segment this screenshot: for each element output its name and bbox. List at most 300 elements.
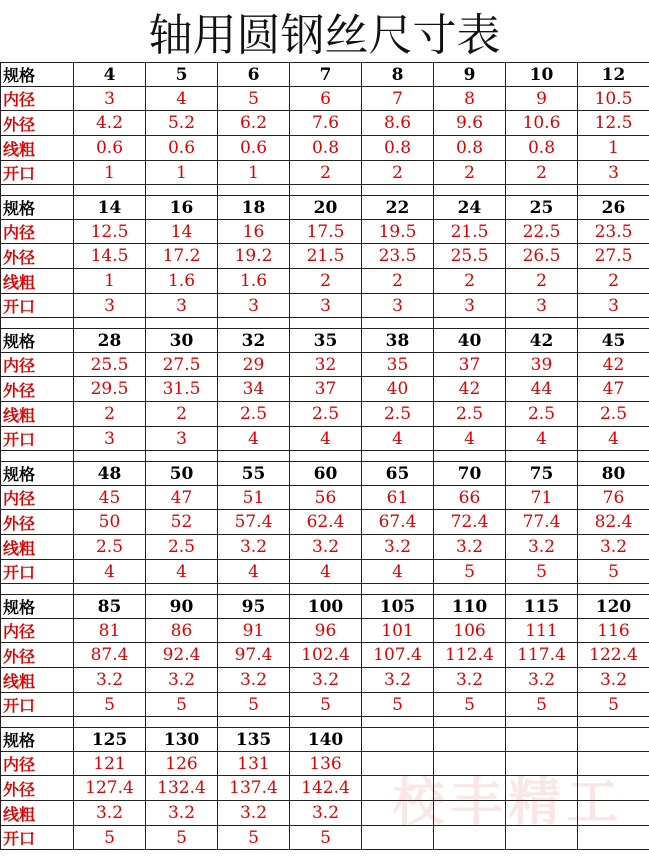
table-cell: 27.5: [146, 353, 218, 377]
spacer-cell: [578, 717, 649, 728]
spacer-cell: [74, 584, 146, 595]
table-cell: 0.8: [506, 136, 578, 161]
table-cell: 2: [362, 161, 434, 185]
spec-row: [1, 462, 649, 486]
row-label: 线粗: [1, 535, 74, 560]
wire-thickness-row: [1, 402, 649, 427]
table-cell: 27.5: [578, 244, 649, 269]
row-label: 内径: [1, 87, 74, 111]
table-cell: 19.2: [218, 244, 290, 269]
spec-row: [1, 329, 649, 353]
table-cell: [506, 776, 578, 801]
table-cell: 4: [290, 427, 362, 451]
table-cell: 17.5: [290, 220, 362, 244]
table-cell: 131: [218, 752, 290, 776]
table-cell: 5: [434, 560, 506, 584]
table-cell: 47: [146, 486, 218, 510]
table-cell: 6: [218, 63, 290, 87]
spacer-cell: [1, 584, 74, 595]
table-cell: 47: [578, 377, 649, 402]
table-cell: 82.4: [578, 510, 649, 535]
table-cell: [578, 801, 649, 826]
spacer-cell: [506, 584, 578, 595]
table-cell: 107.4: [362, 643, 434, 668]
table-cell: 66: [434, 486, 506, 510]
table-cell: 80: [578, 462, 649, 486]
table-cell: 1: [74, 269, 146, 294]
table-cell: 135: [218, 728, 290, 752]
inner-diameter-row: [1, 220, 649, 244]
table-cell: 3.2: [74, 801, 146, 826]
outer-diameter-row: [1, 244, 649, 269]
table-cell: 5: [74, 826, 146, 850]
opening-row: [1, 161, 649, 185]
table-cell: 86: [146, 619, 218, 643]
table-cell: 7: [362, 87, 434, 111]
table-cell: 5: [578, 693, 649, 717]
table-cell: 2: [74, 402, 146, 427]
spacer-row: [1, 185, 649, 196]
table-cell: 3.2: [74, 668, 146, 693]
table-cell: 65: [362, 462, 434, 486]
row-label: 外径: [1, 111, 74, 136]
table-cell: 12.5: [74, 220, 146, 244]
row-label: 开口: [1, 693, 74, 717]
opening-row: [1, 560, 649, 584]
table-cell: 32: [290, 353, 362, 377]
table-cell: 116: [578, 619, 649, 643]
table-cell: 4: [506, 427, 578, 451]
table-cell: 1.6: [218, 269, 290, 294]
table-cell: 21.5: [434, 220, 506, 244]
table-cell: 7.6: [290, 111, 362, 136]
outer-diameter-row: [1, 776, 649, 801]
table-cell: 115: [506, 595, 578, 619]
table-cell: [434, 826, 506, 850]
inner-diameter-row: [1, 619, 649, 643]
table-cell: 5: [434, 693, 506, 717]
table-cell: [362, 801, 434, 826]
table-cell: 23.5: [578, 220, 649, 244]
table-cell: 3.2: [290, 668, 362, 693]
spacer-cell: [218, 185, 290, 196]
table-cell: 25.5: [74, 353, 146, 377]
table-cell: 117.4: [506, 643, 578, 668]
table-cell: 3: [74, 427, 146, 451]
table-cell: 136: [290, 752, 362, 776]
spec-row: [1, 595, 649, 619]
table-cell: 110: [434, 595, 506, 619]
table-cell: 7: [290, 63, 362, 87]
row-label: 内径: [1, 353, 74, 377]
table-cell: 3.2: [290, 535, 362, 560]
table-cell: 28: [74, 329, 146, 353]
table-cell: 127.4: [74, 776, 146, 801]
inner-diameter-row: [1, 752, 649, 776]
table-cell: 3.2: [362, 535, 434, 560]
table-cell: 2: [290, 161, 362, 185]
table-cell: 45: [578, 329, 649, 353]
table-cell: 67.4: [362, 510, 434, 535]
table-cell: [506, 801, 578, 826]
table-cell: 3.2: [218, 668, 290, 693]
table-cell: 5: [146, 826, 218, 850]
table-cell: 132.4: [146, 776, 218, 801]
spacer-cell: [506, 318, 578, 329]
table-cell: 1: [146, 161, 218, 185]
spacer-cell: [362, 318, 434, 329]
table-cell: 0.8: [290, 136, 362, 161]
table-cell: 51: [218, 486, 290, 510]
row-label: 开口: [1, 826, 74, 850]
table-cell: 29.5: [74, 377, 146, 402]
spacer-cell: [362, 451, 434, 462]
row-label: 外径: [1, 776, 74, 801]
row-label: 开口: [1, 427, 74, 451]
spacer-cell: [578, 185, 649, 196]
table-cell: 61: [362, 486, 434, 510]
spacer-row: [1, 717, 649, 728]
table-cell: [362, 826, 434, 850]
table-cell: 37: [434, 353, 506, 377]
row-label: 线粗: [1, 402, 74, 427]
spacer-cell: [434, 185, 506, 196]
spacer-cell: [1, 318, 74, 329]
opening-row: [1, 693, 649, 717]
page-title: 轴用圆钢丝尺寸表: [0, 0, 649, 63]
spacer-row: [1, 584, 649, 595]
row-label: 规格: [1, 63, 74, 87]
table-cell: [434, 801, 506, 826]
spacer-cell: [146, 185, 218, 196]
table-cell: 3: [578, 161, 649, 185]
table-cell: 2.5: [362, 402, 434, 427]
row-label: 外径: [1, 510, 74, 535]
table-cell: 16: [218, 220, 290, 244]
table-cell: 14.5: [74, 244, 146, 269]
table-cell: 25: [506, 196, 578, 220]
table-cell: 31.5: [146, 377, 218, 402]
table-cell: 97.4: [218, 643, 290, 668]
spacer-cell: [290, 584, 362, 595]
table-cell: 42: [578, 353, 649, 377]
row-label: 外径: [1, 643, 74, 668]
spacer-cell: [434, 318, 506, 329]
table-cell: [362, 728, 434, 752]
table-cell: 3: [74, 294, 146, 318]
table-cell: [578, 826, 649, 850]
table-cell: 2.5: [506, 402, 578, 427]
table-cell: 22: [362, 196, 434, 220]
table-cell: 16: [146, 196, 218, 220]
row-label: 开口: [1, 560, 74, 584]
wire-thickness-row: [1, 535, 649, 560]
table-cell: 0.8: [434, 136, 506, 161]
spacer-cell: [146, 584, 218, 595]
table-cell: 30: [146, 329, 218, 353]
table-cell: 10.6: [506, 111, 578, 136]
spacer-cell: [578, 318, 649, 329]
opening-row: [1, 427, 649, 451]
spacer-cell: [506, 185, 578, 196]
table-cell: 4: [146, 560, 218, 584]
table-cell: 106: [434, 619, 506, 643]
table-cell: 2: [146, 402, 218, 427]
spacer-cell: [1, 451, 74, 462]
table-cell: 22.5: [506, 220, 578, 244]
row-label: 开口: [1, 294, 74, 318]
spacer-cell: [434, 717, 506, 728]
table-cell: 75: [506, 462, 578, 486]
row-label: 外径: [1, 244, 74, 269]
table-cell: 3: [290, 294, 362, 318]
spacer-cell: [218, 717, 290, 728]
table-cell: 100: [290, 595, 362, 619]
table-cell: 4: [146, 87, 218, 111]
spacer-cell: [146, 717, 218, 728]
table-cell: [578, 752, 649, 776]
table-cell: 0.6: [146, 136, 218, 161]
row-label: 规格: [1, 595, 74, 619]
table-cell: 90: [146, 595, 218, 619]
wire-thickness-row: [1, 801, 649, 826]
table-cell: 35: [290, 329, 362, 353]
table-cell: 72.4: [434, 510, 506, 535]
spacer-cell: [218, 318, 290, 329]
spacer-row: [1, 451, 649, 462]
table-cell: 85: [74, 595, 146, 619]
table-cell: 2: [290, 269, 362, 294]
table-cell: 29: [218, 353, 290, 377]
table-cell: 76: [578, 486, 649, 510]
row-label: 线粗: [1, 269, 74, 294]
table-cell: 2: [578, 269, 649, 294]
table-cell: 26.5: [506, 244, 578, 269]
row-label: 内径: [1, 486, 74, 510]
row-label: 规格: [1, 462, 74, 486]
row-label: 线粗: [1, 136, 74, 161]
table-cell: 92.4: [146, 643, 218, 668]
table-cell: 96: [290, 619, 362, 643]
row-label: 内径: [1, 220, 74, 244]
table-cell: 2: [506, 269, 578, 294]
table-cell: 125: [74, 728, 146, 752]
table-cell: 4.2: [74, 111, 146, 136]
table-cell: 6.2: [218, 111, 290, 136]
table-cell: 70: [434, 462, 506, 486]
opening-row: [1, 826, 649, 850]
table-cell: 2.5: [434, 402, 506, 427]
inner-diameter-row: [1, 87, 649, 111]
table-cell: 5: [362, 693, 434, 717]
outer-diameter-row: [1, 510, 649, 535]
spec-row: [1, 728, 649, 752]
table-cell: 9: [506, 87, 578, 111]
table-cell: 122.4: [578, 643, 649, 668]
table-cell: 3: [434, 294, 506, 318]
table-cell: 38: [362, 329, 434, 353]
row-label: 线粗: [1, 801, 74, 826]
table-cell: 0.6: [74, 136, 146, 161]
table-cell: 77.4: [506, 510, 578, 535]
table-cell: 0.8: [362, 136, 434, 161]
table-cell: [434, 752, 506, 776]
watermark: 校丰精工: [392, 772, 625, 833]
table-cell: 39: [506, 353, 578, 377]
table-cell: 5.2: [146, 111, 218, 136]
table-cell: 102.4: [290, 643, 362, 668]
table-cell: 3: [218, 294, 290, 318]
table-cell: 5: [578, 560, 649, 584]
spacer-cell: [434, 584, 506, 595]
table-cell: 42: [506, 329, 578, 353]
spacer-cell: [290, 185, 362, 196]
spacer-cell: [146, 451, 218, 462]
table-cell: 140: [290, 728, 362, 752]
spacer-cell: [578, 451, 649, 462]
table-cell: 105: [362, 595, 434, 619]
table-cell: 25.5: [434, 244, 506, 269]
wire-thickness-row: [1, 668, 649, 693]
table-cell: 1: [218, 161, 290, 185]
table-cell: 3: [74, 87, 146, 111]
table-cell: 42: [434, 377, 506, 402]
table-cell: [578, 728, 649, 752]
table-cell: [362, 752, 434, 776]
table-cell: 4: [218, 427, 290, 451]
table-cell: 62.4: [290, 510, 362, 535]
table-cell: 137.4: [218, 776, 290, 801]
outer-diameter-row: [1, 377, 649, 402]
spacer-cell: [362, 717, 434, 728]
table-cell: 4: [74, 560, 146, 584]
row-label: 规格: [1, 329, 74, 353]
table-cell: [434, 776, 506, 801]
table-cell: 1: [74, 161, 146, 185]
table-cell: 9.6: [434, 111, 506, 136]
table-cell: 87.4: [74, 643, 146, 668]
table-cell: 3.2: [290, 801, 362, 826]
table-cell: 2.5: [146, 535, 218, 560]
table-cell: 5: [218, 826, 290, 850]
table-cell: 142.4: [290, 776, 362, 801]
table-cell: 112.4: [434, 643, 506, 668]
spacer-cell: [290, 717, 362, 728]
table-cell: 10.5: [578, 87, 649, 111]
table-cell: 0.6: [218, 136, 290, 161]
row-label: 内径: [1, 752, 74, 776]
table-cell: 37: [290, 377, 362, 402]
table-cell: 40: [362, 377, 434, 402]
table-cell: 57.4: [218, 510, 290, 535]
table-cell: 10: [506, 63, 578, 87]
table-cell: 21.5: [290, 244, 362, 269]
table-cell: 4: [362, 560, 434, 584]
table-cell: 5: [218, 693, 290, 717]
row-label: 规格: [1, 728, 74, 752]
table-cell: 40: [434, 329, 506, 353]
table-cell: 4: [218, 560, 290, 584]
table-cell: 34: [218, 377, 290, 402]
table-cell: 91: [218, 619, 290, 643]
table-cell: 81: [74, 619, 146, 643]
table-cell: 3.2: [362, 668, 434, 693]
table-cell: 95: [218, 595, 290, 619]
table-cell: 3: [578, 294, 649, 318]
table-cell: 2: [506, 161, 578, 185]
table-cell: 48: [74, 462, 146, 486]
spacer-cell: [218, 451, 290, 462]
table-cell: 3.2: [578, 668, 649, 693]
table-cell: 8: [434, 87, 506, 111]
table-cell: 9: [434, 63, 506, 87]
table-cell: 52: [146, 510, 218, 535]
row-label: 外径: [1, 377, 74, 402]
table-cell: 60: [290, 462, 362, 486]
table-cell: 126: [146, 752, 218, 776]
table-cell: 1.6: [146, 269, 218, 294]
wire-thickness-row: [1, 136, 649, 161]
spacer-cell: [1, 185, 74, 196]
table-cell: 4: [362, 427, 434, 451]
table-cell: 5: [506, 693, 578, 717]
table-cell: 45: [74, 486, 146, 510]
table-cell: 18: [218, 196, 290, 220]
table-cell: 4: [74, 63, 146, 87]
table-cell: 50: [74, 510, 146, 535]
table-cell: [578, 776, 649, 801]
inner-diameter-row: [1, 486, 649, 510]
spacer-cell: [146, 318, 218, 329]
table-cell: 111: [506, 619, 578, 643]
table-cell: 35: [362, 353, 434, 377]
spec-row: [1, 63, 649, 87]
table-cell: [506, 826, 578, 850]
wire-thickness-row: [1, 269, 649, 294]
table-cell: 24: [434, 196, 506, 220]
table-cell: 5: [146, 693, 218, 717]
inner-diameter-row: [1, 353, 649, 377]
table-cell: 19.5: [362, 220, 434, 244]
table-cell: 71: [506, 486, 578, 510]
table-cell: 5: [290, 693, 362, 717]
table-cell: 5: [74, 693, 146, 717]
spacer-cell: [290, 451, 362, 462]
table-cell: 2.5: [290, 402, 362, 427]
table-cell: 3: [146, 427, 218, 451]
table-cell: 44: [506, 377, 578, 402]
table-cell: 17.2: [146, 244, 218, 269]
spacer-cell: [578, 584, 649, 595]
row-label: 内径: [1, 619, 74, 643]
table-cell: [362, 776, 434, 801]
spacer-cell: [74, 717, 146, 728]
table-cell: 26: [578, 196, 649, 220]
spacer-cell: [434, 451, 506, 462]
spacer-row: [1, 318, 649, 329]
table-cell: 3: [506, 294, 578, 318]
table-cell: 3: [362, 294, 434, 318]
spacer-cell: [362, 584, 434, 595]
spacer-cell: [74, 185, 146, 196]
table-cell: 2: [434, 269, 506, 294]
table-cell: 32: [218, 329, 290, 353]
table-cell: 3: [146, 294, 218, 318]
outer-diameter-row: [1, 643, 649, 668]
table-cell: 3.2: [434, 535, 506, 560]
table-cell: 4: [578, 427, 649, 451]
table-cell: [434, 728, 506, 752]
